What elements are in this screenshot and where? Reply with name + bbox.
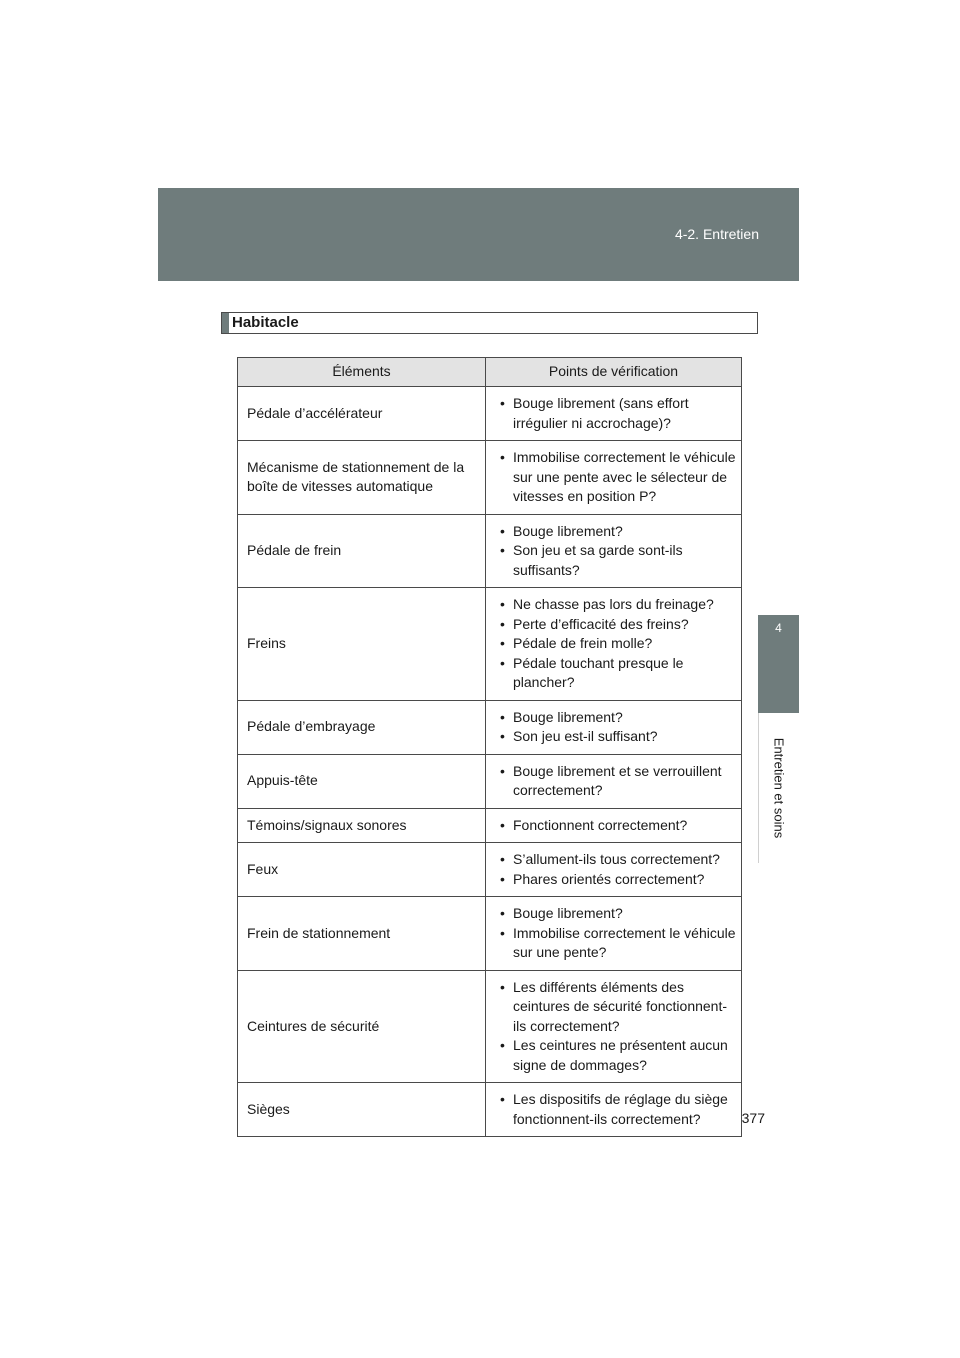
header-band [158, 188, 799, 281]
page-number: 377 [741, 1110, 765, 1126]
checkpoint-item: • Bouge librement (sans effort irrégulier ni accrochage)? [495, 394, 737, 433]
row-checkpoints [486, 514, 742, 588]
checkpoint-item: • Phares orientés correctement? [495, 870, 737, 890]
checkpoint-item: • Bouge librement? [495, 708, 737, 728]
row-checkpoints [486, 970, 742, 1083]
row-checkpoints [486, 808, 742, 843]
checkpoint-item: • Immobilise correctement le véhicule sur une pente avec le sélecteur de vitesses en position P? [495, 448, 737, 507]
row-checkpoints [486, 441, 742, 515]
row-checkpoints [486, 897, 742, 971]
checkpoint-list [495, 522, 737, 581]
checkpoint-list [495, 978, 737, 1076]
chapter-tab [758, 615, 799, 713]
table-row [238, 970, 742, 1083]
checkpoint-list [495, 708, 737, 747]
row-item-name: Frein de stationnement [238, 897, 486, 971]
checkpoint-item: • Fonctionnent correctement? [495, 816, 737, 836]
checkpoint-list [495, 595, 737, 693]
checkpoint-item: • Les dispositifs de réglage du siège fonctionnent-ils correctement? [495, 1090, 737, 1129]
checkpoint-item: • Bouge librement? [495, 904, 737, 924]
checkpoint-item: • Les différents éléments des ceintures de sécurité fonctionnent-ils correctement? [495, 978, 737, 1037]
table-row [238, 387, 742, 441]
row-item-name: Pédale d’accélérateur [238, 387, 486, 441]
row-checkpoints [486, 700, 742, 754]
checkpoint-list [495, 394, 737, 433]
row-item-name: Ceintures de sécurité [238, 970, 486, 1083]
table-row [238, 588, 742, 701]
column-header-checkpoints: Points de vérification [486, 358, 742, 387]
row-item-name: Freins [238, 588, 486, 701]
table-row [238, 700, 742, 754]
row-checkpoints [486, 588, 742, 701]
row-checkpoints [486, 754, 742, 808]
row-item-name: Sièges [238, 1083, 486, 1137]
checkpoint-item: • Pédale touchant presque le plancher? [495, 654, 737, 693]
table-row [238, 754, 742, 808]
row-item-name: Pédale de frein [238, 514, 486, 588]
checkpoint-item: • Son jeu et sa garde sont-ils suffisants? [495, 541, 737, 580]
row-item-name: Mécanisme de stationnement de la boîte de vitesses automatique [238, 441, 486, 515]
row-checkpoints [486, 1083, 742, 1137]
section-breadcrumb: 4-2. Entretien [674, 226, 759, 242]
checkpoint-item: • Ne chasse pas lors du freinage? [495, 595, 737, 615]
table-row [238, 808, 742, 843]
table-header-row [238, 358, 742, 387]
chapter-number: 4 [775, 621, 782, 635]
section-title: Habitacle [232, 314, 299, 331]
table-row [238, 897, 742, 971]
chapter-label: Entretien et soins [771, 737, 787, 839]
checkpoint-list [495, 850, 737, 889]
inspection-table [237, 357, 742, 1137]
checkpoint-item: • Bouge librement et se verrouillent correctement? [495, 762, 737, 801]
checkpoint-item: • Les ceintures ne présentent aucun signe de dommages? [495, 1036, 737, 1075]
row-checkpoints [486, 387, 742, 441]
checkpoint-item: • Immobilise correctement le véhicule sur une pente? [495, 924, 737, 963]
section-title-box [221, 312, 758, 334]
row-item-name: Pédale d’embrayage [238, 700, 486, 754]
table-row [238, 1083, 742, 1137]
checkpoint-list [495, 448, 737, 507]
row-item-name: Appuis-tête [238, 754, 486, 808]
chapter-label-tab [758, 713, 800, 863]
checkpoint-item: • Pédale de frein molle? [495, 634, 737, 654]
table-body [238, 387, 742, 1137]
checkpoint-item: • Son jeu est-il suffisant? [495, 727, 737, 747]
table-row [238, 843, 742, 897]
table-row [238, 441, 742, 515]
column-header-items: Éléments [238, 358, 486, 387]
checkpoint-item: • S’allument-ils tous correctement? [495, 850, 737, 870]
row-checkpoints [486, 843, 742, 897]
table-row [238, 514, 742, 588]
checkpoint-list [495, 762, 737, 801]
row-item-name: Feux [238, 843, 486, 897]
checkpoint-list [495, 816, 737, 836]
checkpoint-list [495, 904, 737, 963]
checkpoint-list [495, 1090, 737, 1129]
section-title-marker [222, 313, 229, 333]
checkpoint-item: • Bouge librement? [495, 522, 737, 542]
checkpoint-item: • Perte d’efficacité des freins? [495, 615, 737, 635]
row-item-name: Témoins/signaux sonores [238, 808, 486, 843]
